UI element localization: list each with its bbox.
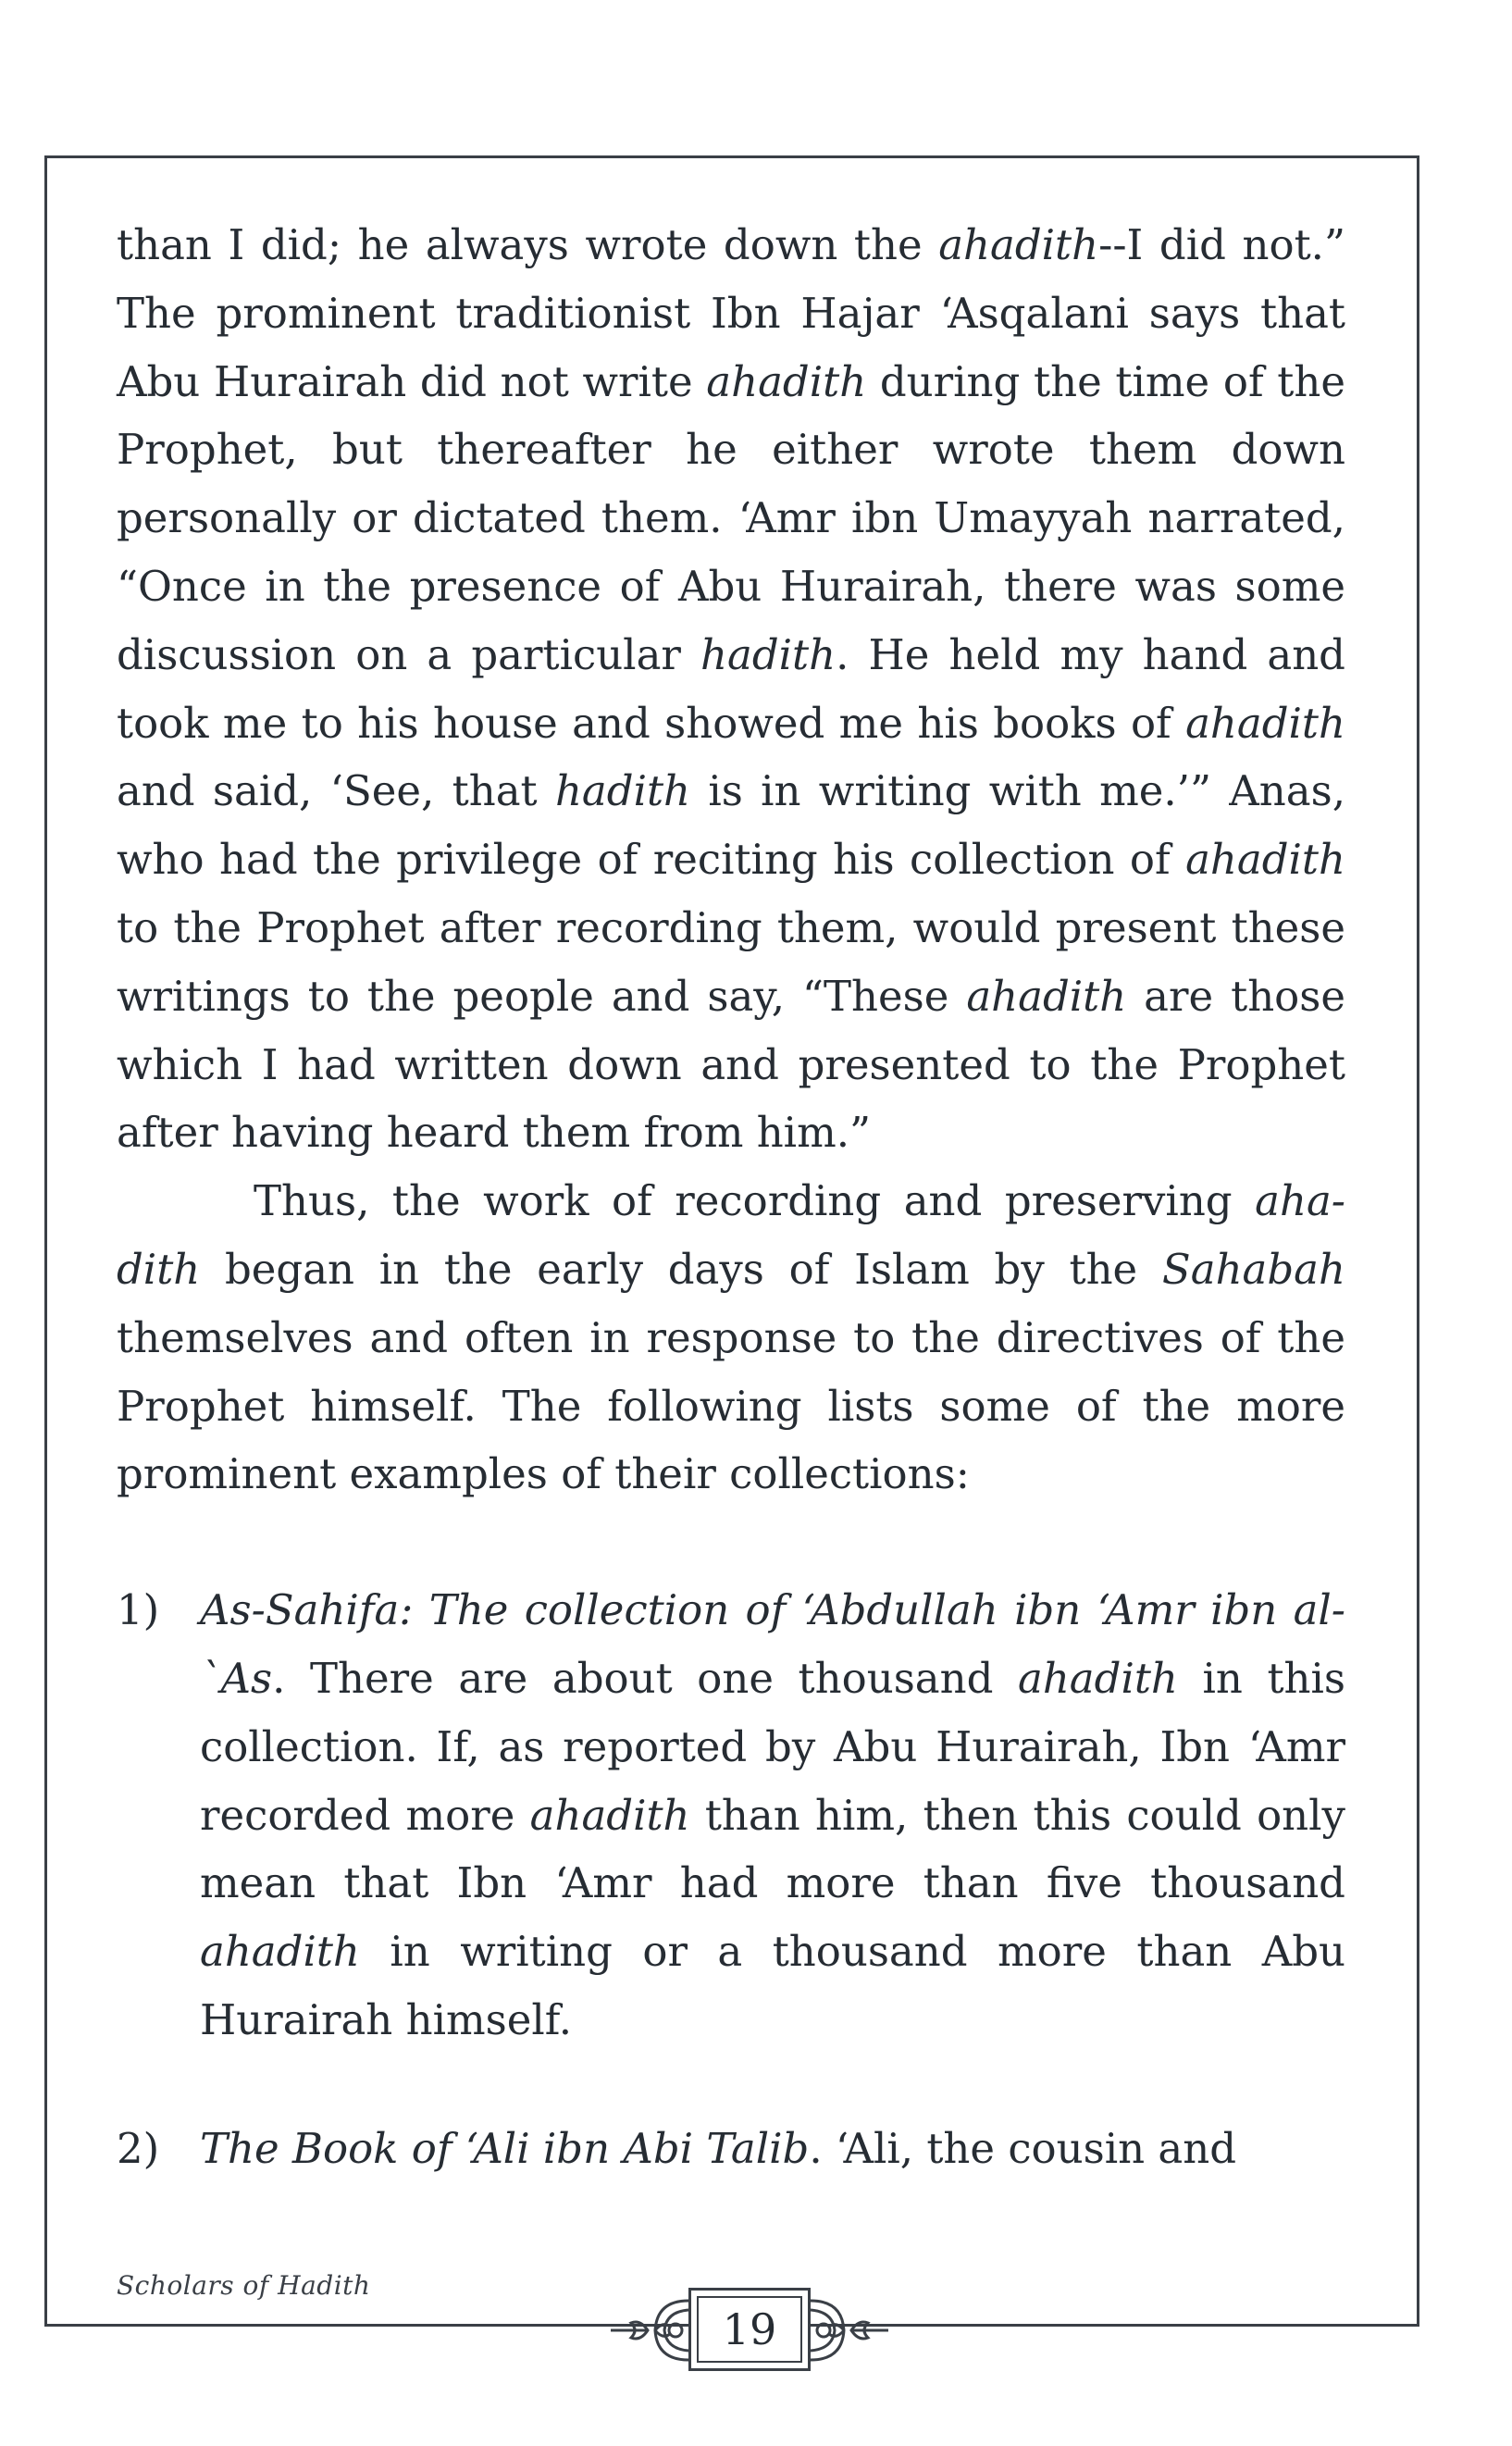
text-run: . There are about one thousand <box>272 1653 1018 1703</box>
italic-term: ahadith <box>706 356 867 406</box>
page-number: 19 <box>688 2288 811 2371</box>
text-run: during the time of the Prophet, but thereafter he either wrote them down personally or dictated them. ‘Amr ibn Umayyah narrated, “Once in the presence of Abu Hurairah, there was some discussion on a particular <box>117 356 1345 679</box>
text-run: are those which I had written down and presented to the Prophet after having heard them from him.” <box>117 971 1345 1158</box>
page-number-ornament <box>611 2284 888 2377</box>
text-run: than him, then this could only mean that Ibn ‘Amr had more than five thousand <box>200 1790 1345 1908</box>
italic-term: ahadith <box>1185 698 1345 748</box>
text-run: --I did not.” The prominent traditionist Ibn Hajar ‘Asqalani says that Abu Hurairah did not write <box>117 220 1345 406</box>
text-run: in writing or a thousand more than Abu Hurairah himself. <box>200 1927 1345 2044</box>
text-run: . ‘Ali, the cousin and <box>809 2123 1236 2173</box>
text-run: than I did; he always wrote down the <box>117 220 939 269</box>
italic-term: ahadith <box>200 1927 360 1977</box>
body-text <box>117 211 1345 2183</box>
text-run: . He held my hand and took me to his house and showed me his books of <box>117 629 1345 748</box>
italic-term: The Book of ‘Ali ibn Abi Talib <box>200 2123 810 2173</box>
collections-list <box>117 1576 1345 2182</box>
italic-term: ahadith <box>1018 1653 1178 1703</box>
italic-term: hadith <box>554 766 691 816</box>
floral-ornament-icon <box>811 2293 888 2371</box>
italic-term: As-Sahifa: The collection of ‘Abdullah ibn ‘Amr ibn al-`As <box>200 1585 1345 1703</box>
italic-term: hadith <box>700 629 837 679</box>
text-run: to the Prophet after recording them, would present these writings to the people and say, “These <box>117 902 1345 1021</box>
italic-term: ahadith <box>966 971 1127 1021</box>
floral-ornament-icon <box>611 2293 688 2371</box>
paragraph-1 <box>117 211 1345 1167</box>
italic-term: ahadith <box>938 220 1099 269</box>
italic-term: ahadith <box>529 1790 690 1840</box>
text-run: and said, ‘See, that <box>117 766 555 816</box>
text-run: themselves and often in response to the directives of the Prophet himself. The following lists some of the more prominent examples of their collections: <box>117 1312 1345 1499</box>
list-item <box>117 2115 1345 2183</box>
text-run: in this collection. If, as reported by Abu Hurairah, Ibn ‘Amr recorded more <box>200 1653 1345 1840</box>
list-item-number: 2) <box>117 2123 160 2173</box>
text-run: Thus, the work of recording and preserving <box>254 1176 1256 1226</box>
italic-term: aha-dith <box>117 1176 1345 1294</box>
list-item-text <box>200 2124 1236 2173</box>
paragraph-2 <box>117 1167 1345 1509</box>
italic-term: ahadith <box>1185 835 1345 885</box>
list-item <box>117 1576 1345 2055</box>
text-run: began in the early days of Islam by the <box>200 1244 1162 1294</box>
text-run: is in writing with me.’” Anas, who had the privilege of reciting his collection of <box>117 766 1346 885</box>
list-item-number: 1) <box>117 1585 160 1635</box>
running-footer-title: Scholars of Hadith <box>117 2270 371 2301</box>
italic-term: Sahabah <box>1161 1244 1345 1294</box>
list-item-text <box>200 1585 1345 2044</box>
